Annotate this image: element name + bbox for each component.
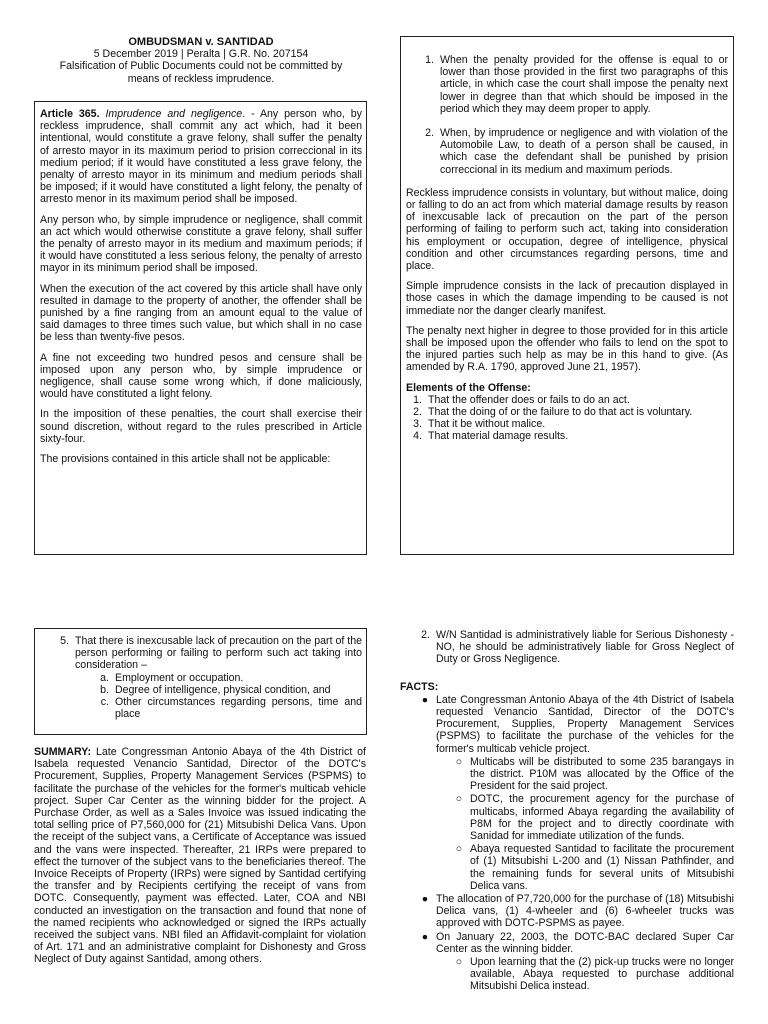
summary-label: SUMMARY: <box>34 746 92 758</box>
article-365-paragraph: In the imposition of these penalties, the court shall exercise their sound discretion, without regard to the rules prescribed in Article sixty-four. <box>40 408 362 445</box>
bullet-icon: ● <box>421 893 429 906</box>
article-365-box <box>34 101 367 555</box>
element-subitem: a. Employment or occupation. <box>100 671 244 684</box>
issue-item: 2. W/N Santidad is administratively liable for Serious Dishonesty - NO, he should be administratively liable for Gross Neglect of Duty or Gross Negligence. <box>421 629 734 666</box>
summary-paragraph: SUMMARY: Late Congressman Antonio Abaya of the 4th District of Isabela requested Venancio Santidad, Director of the DOTC's Procurement, Supplies, Property Management Services (PSPMS) to facilitate the purchase of the vehicles for the former's multicab vehicle project. Super Car Center as the winning bidder for the project. A Purchase Order, as well as a Sales Invoice was issued indicating the total selling price of P7,560,000 for (21) Mitsubishi Delica Vans. Upon the receipt of the subject vans, a Certificate of Acceptance was issued and the vans were inspected. Thereafter, 21 IRPs were prepared to effect the turnover of the subject vans to the beneficiaries thereof. The Invoice Receipts of Property (IRPs) were signed by Santidad certifying the transfer and by Recipients certifying the receipt of vans from DOTC. Consequently, payment was effected. Later, COA and NBI conducted an investigation on the transaction and found that none of the named recipients who acknowledged or signed the IRPs actually received the subject vans. NBI filed an Affidavit-complaint for violation of Art. 171 and an administrative complaint for Dishonesty and Gross Neglect of Duty against Santidad, among others. <box>34 746 366 966</box>
article-365-heading-title: Imprudence and negligence <box>105 108 243 120</box>
facts-subbullet: ○ Upon learning that the (2) pick-up trucks were no longer available, Abaya requested to purchase additional Mitsubishi Delica instead. <box>452 956 734 993</box>
case-title: OMBUDSMAN v. SANTIDAD <box>128 36 274 48</box>
element-5-box <box>34 628 367 735</box>
element-item: 3. That it be without malice. <box>413 418 546 431</box>
article-365-paragraph: Any person who, by simple imprudence or negligence, shall commit an act which would otherwise constitute a grave felony, shall suffer the penalty of arresto mayor in its medium and maximum periods; if it would have constituted a less serious felony, the penalty of arresto mayor in its minimum period shall be imposed. <box>40 213 362 275</box>
article-365-paragraph: Article 365. Imprudence and negligence. - Any person who, by reckless imprudence, shall commit any act which, had it been intentional, would constitute a grave felony, shall suffer the penalty of arresto mayor in its maximum period to prision correccional in its medium period; if it would have constituted a less grave felony, the penalty of arresto mayor in its minimum and medium periods shall be imposed; if it would have constituted a light felony, the penalty of arresto menor in its maximum period shall be imposed. <box>40 108 362 206</box>
element-item: 4. That material damage results. <box>413 430 569 443</box>
definition-paragraph: Simple imprudence consists in the lack of precaution displayed in those cases in which the damage impending to be caused is not immediate nor the danger clearly manifest. <box>406 280 728 317</box>
case-citation: 5 December 2019 | Peralta | G.R. No. 207154 <box>93 48 309 61</box>
facts-sublist <box>400 956 734 993</box>
case-header <box>38 36 364 85</box>
article-365-paragraph: When the execution of the act covered by this article shall have only resulted in damage to the property of another, the offender shall be punished by a fine ranging from an amount equal to the value of said damages to three times such value, but which shall in no case be less than twenty-five pesos. <box>40 282 362 344</box>
facts-bullet: ● Late Congressman Antonio Abaya of the 4th District of Isabela requested Venancio Santidad, Director of the DOTC's Procurement, Supplies, Property Management Services (PSPMS) to facilitate the purchase of the vehicles for the former's multicab vehicle project. <box>400 694 734 755</box>
circle-bullet-icon: ○ <box>455 956 463 969</box>
facts-subbullet: ○ Multicabs will be distributed to some 235 barangays in the district. P10M was allocated by the Office of the President for the said project. <box>452 756 734 793</box>
definition-paragraph: Reckless imprudence consists in voluntary, but without malice, doing or falling to do an act from which material damage results by reason of inexcusable lack of precaution on the part of the person performing of failing to perform such act, taking into consideration his employment or occupation, degree of intelligence, physical condition and other circumstances regarding persons, time and place. <box>406 186 728 273</box>
element-subitem: c. Other circumstances regarding persons, time and place <box>100 696 362 721</box>
article-365-paragraph: The provisions contained in this article shall not be applicable: <box>40 453 331 466</box>
facts-sublist <box>400 756 734 892</box>
article-365-continued-box <box>400 36 734 555</box>
bullet-icon: ● <box>421 693 429 706</box>
article-365-paragraph: A fine not exceeding two hundred pesos and censure shall be imposed upon any person who, by simple imprudence or negligence, shall cause some wrong which, if done maliciously, would have constituted a light felony. <box>40 351 362 401</box>
element-item: 2. That the doing of or the failure to do that act is voluntary. <box>413 406 693 419</box>
exception-item: 1. When the penalty provided for the offense is equal to or lower than those provided in the first two paragraphs of this article, in which case the court shall impose the penalty next lower in degree than that which should be imposed in the period which they may deem proper to apply. <box>425 54 728 115</box>
circle-bullet-icon: ○ <box>455 793 463 806</box>
element-item: 1. That the offender does or fails to do an act. <box>413 393 630 406</box>
facts-bullet: ● On January 22, 2003, the DOTC-BAC declared Super Car Center as the winning bidder. <box>400 931 734 955</box>
bullet-icon: ● <box>421 930 429 943</box>
element-item: 5. That there is inexcusable lack of precaution on the part of the person performing or failing to perform such act taking into consideration – <box>60 635 362 672</box>
case-doctrine: Falsification of Public Documents could not be committed by means of reckless imprudence. <box>59 60 343 85</box>
definition-paragraph: The penalty next higher in degree to those provided for in this article shall be imposed upon the offender who fails to lend on the spot to the injured parties such help as may be in this hand to give. (As amended by R.A. 1790, approved June 21, 1957). <box>406 324 728 374</box>
facts-heading: FACTS: <box>400 680 439 693</box>
element-5-subitems <box>53 672 362 721</box>
facts-subbullet: ○ DOTC, the procurement agency for the purchase of multicabs, informed Abaya regarding the availability of P8M for the project and to directly coordinate with Sanidad for immediate utilization of the funds. <box>452 793 734 842</box>
summary-section <box>34 746 366 974</box>
exception-item: 2. When, by imprudence or negligence and with violation of the Automobile Law, to death of a person shall be caused, in which case the defendant shall be punished by prision correccional in its medium and maximum periods. <box>425 127 728 176</box>
facts-bullet: ● The allocation of P7,720,000 for the purchase of (18) Mitsubishi Delica vans, (1) 4-wheeler and (6) 6-wheeler trucks was approved with DOTC-PSPMS as payee. <box>400 893 734 930</box>
circle-bullet-icon: ○ <box>455 755 463 768</box>
circle-bullet-icon: ○ <box>455 843 463 856</box>
facts-subbullet: ○ Abaya requested Santidad to facilitate the procurement of (1) Mitsubishi L-200 and (1) Nissan Pathfinder, and the remaining funds for several units of Mitsubishi Delica vans. <box>452 843 734 892</box>
element-subitem: b. Degree of intelligence, physical condition, and <box>100 683 331 696</box>
issue-facts-section <box>400 629 734 994</box>
article-365-heading: Article 365. <box>40 108 100 120</box>
elements-heading: Elements of the Offense: <box>406 381 531 394</box>
